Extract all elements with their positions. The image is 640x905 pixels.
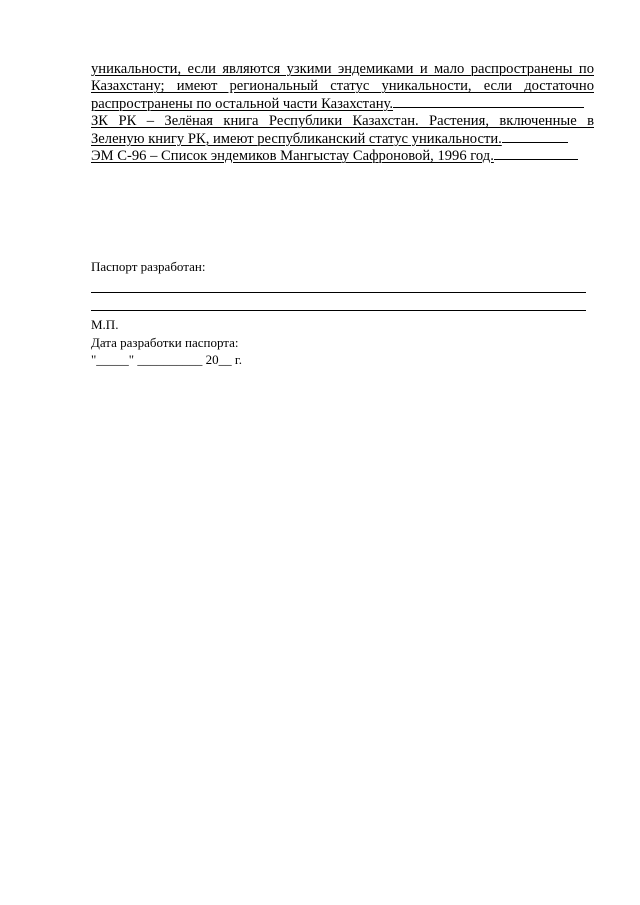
note-line-text: ЭМ С-96 – Список эндемиков Мангыстау Сафроновой, 1996 год. bbox=[91, 148, 494, 165]
endemics-list-note bbox=[91, 148, 594, 165]
note-line bbox=[91, 148, 594, 165]
note-line-text: Зеленую книгу РК, имеют республиканский статус уникальности. bbox=[91, 130, 502, 147]
passport-developed-label: Паспорт разработан: bbox=[91, 259, 206, 274]
development-date-field: "_____" __________ 20__ г. bbox=[91, 352, 242, 367]
note-line bbox=[91, 131, 594, 148]
developer-signature-line bbox=[91, 310, 586, 311]
stamp-label: М.П. bbox=[91, 317, 119, 332]
note-line bbox=[91, 96, 594, 113]
underline-fill bbox=[393, 106, 584, 108]
passport-footer bbox=[91, 316, 491, 369]
red-book-note bbox=[91, 113, 594, 148]
underline-fill bbox=[494, 158, 578, 160]
passport-developed-section bbox=[91, 259, 591, 275]
note-line: уникальности, если являются узкими эндемиками и мало распространены по bbox=[91, 61, 594, 77]
developer-signature-line bbox=[91, 292, 586, 293]
note-line: ЗК РК – Зелёная книга Республики Казахстан. Растения, включенные в bbox=[91, 113, 594, 130]
underline-fill bbox=[502, 141, 568, 143]
notes-block bbox=[91, 61, 594, 165]
development-date-label: Дата разработки паспорта: bbox=[91, 334, 239, 350]
note-line: Казахстану; имеют региональный статус уникальности, если достаточно bbox=[91, 78, 594, 95]
regional-status-note bbox=[91, 61, 594, 113]
note-line-text: распространены по остальной части Казахстану. bbox=[91, 95, 394, 112]
